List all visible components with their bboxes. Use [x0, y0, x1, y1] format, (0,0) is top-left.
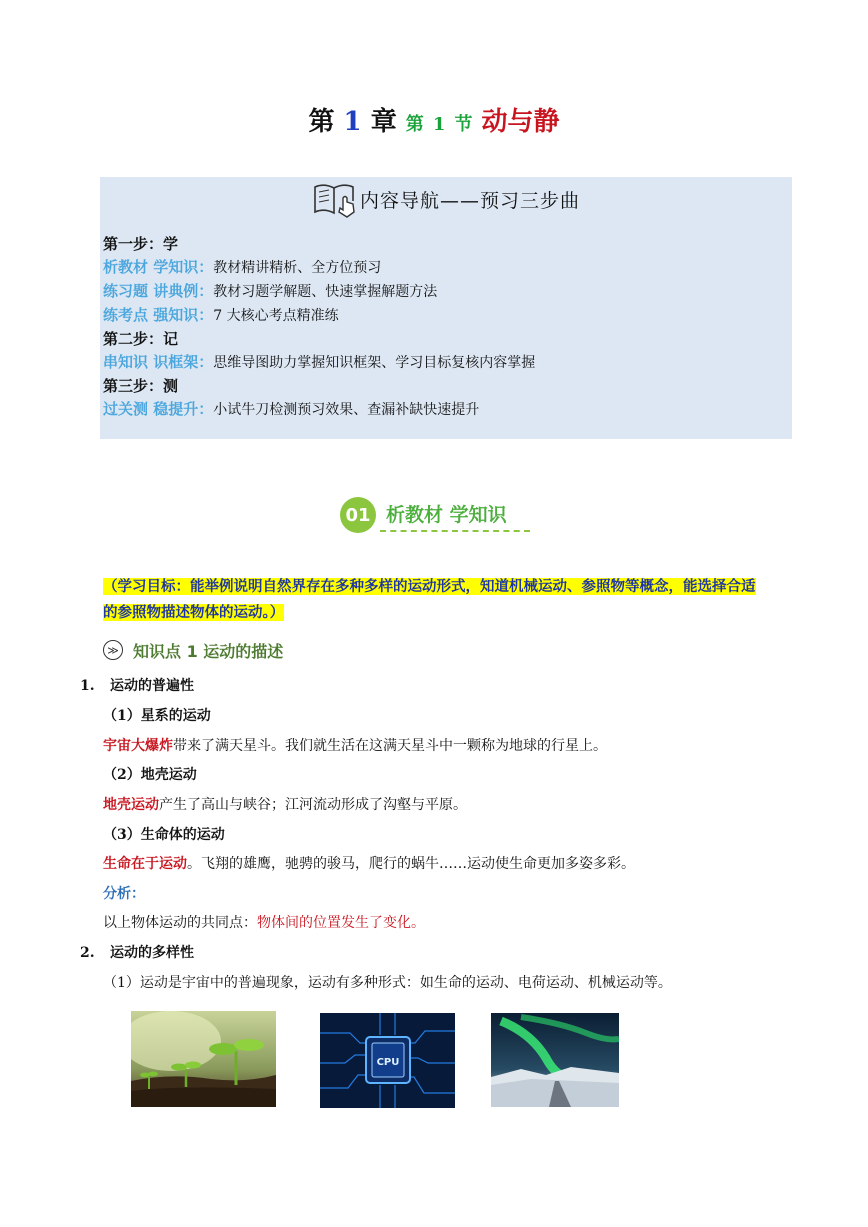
nav-steps	[103, 233, 535, 422]
section-number-badge: 01	[340, 497, 376, 533]
knowledge-point-heading	[103, 638, 283, 662]
nav-row-5: 过关测 稳提升：小试牛刀检测预习效果、查漏补缺快速提升	[103, 400, 480, 418]
sub-2-title: （2）地壳运动	[103, 767, 197, 783]
learning-goal	[103, 574, 793, 626]
book-pointer-icon	[312, 179, 358, 219]
nav-row-3: 练考点 强知识：7 大核心考点精准练	[103, 306, 339, 324]
topic-title: 动与静	[481, 107, 560, 137]
step-2: 第二步：记	[103, 330, 179, 348]
content-navigation-box	[100, 177, 792, 439]
goal-line-1: （学习目标：能举例说明自然界存在多种多样的运动形式，知道机械运动、参照物等概念，能选择合适	[103, 578, 756, 595]
section-suffix: 节	[454, 114, 473, 135]
cpu-chip-image	[320, 1013, 455, 1108]
seedlings-image	[131, 1011, 276, 1107]
double-chevron-icon: ≫	[103, 640, 123, 660]
item-2-number: 2.	[80, 945, 95, 961]
sub-3-title: （3）生命体的运动	[103, 827, 225, 843]
goal-line-2: 的参照物描述物体的运动。）	[103, 604, 285, 621]
step-3: 第三步：测	[103, 377, 179, 395]
section-number: 1	[432, 114, 446, 135]
sub-1-text: 宇宙大爆炸带来了满天星斗。我们就生活在这满天星斗中一颗称为地球的行星上。	[103, 738, 607, 754]
nav-heading-text: 内容导航——预习三步曲	[359, 189, 580, 212]
item-2-title: 运动的多样性	[110, 945, 194, 961]
nav-row-1: 析教材 学知识：教材精讲精析、全方位预习	[103, 258, 382, 276]
chapter-prefix: 第	[308, 107, 335, 137]
nav-heading	[100, 177, 792, 221]
sub-1-title: （1）星系的运动	[103, 708, 211, 724]
item-1-number: 1.	[80, 678, 95, 694]
chapter-suffix: 章	[370, 107, 397, 137]
item-2-sub-1: （1）运动是宇宙中的普遍现象，运动有多种形式：如生命的运动、电荷运动、机械运动等。	[103, 975, 672, 991]
section-heading	[340, 496, 530, 534]
analysis-label: 分析：	[103, 886, 145, 902]
nav-row-2: 练习题 讲典例：教材习题学解题、快速掌握解题方法	[103, 282, 438, 300]
page-title	[0, 104, 868, 143]
sub-3-text: 生命在于运动。飞翔的雄鹰，驰骋的骏马，爬行的蜗牛……运动使生命更加多姿多彩。	[103, 856, 635, 872]
analysis-text: 以上物体运动的共同点：物体间的位置发生了变化。	[103, 915, 425, 931]
step-1: 第一步：学	[103, 235, 179, 253]
section-prefix: 第	[405, 114, 424, 135]
chapter-number: 1	[343, 107, 362, 137]
sub-2-text: 地壳运动产生了高山与峡谷；江河流动形成了沟壑与平原。	[103, 797, 467, 813]
knowledge-point-label: 知识点 1 运动的描述	[133, 641, 284, 661]
cpu-chip-label: CPU	[376, 1057, 400, 1068]
nav-row-4: 串知识 识框架：思维导图助力掌握知识框架、学习目标复核内容掌握	[103, 353, 536, 371]
section-underline	[380, 530, 530, 532]
item-1-title: 运动的普遍性	[110, 678, 194, 694]
aurora-image	[491, 1013, 619, 1107]
section-label: 析教材 学知识	[386, 504, 507, 526]
